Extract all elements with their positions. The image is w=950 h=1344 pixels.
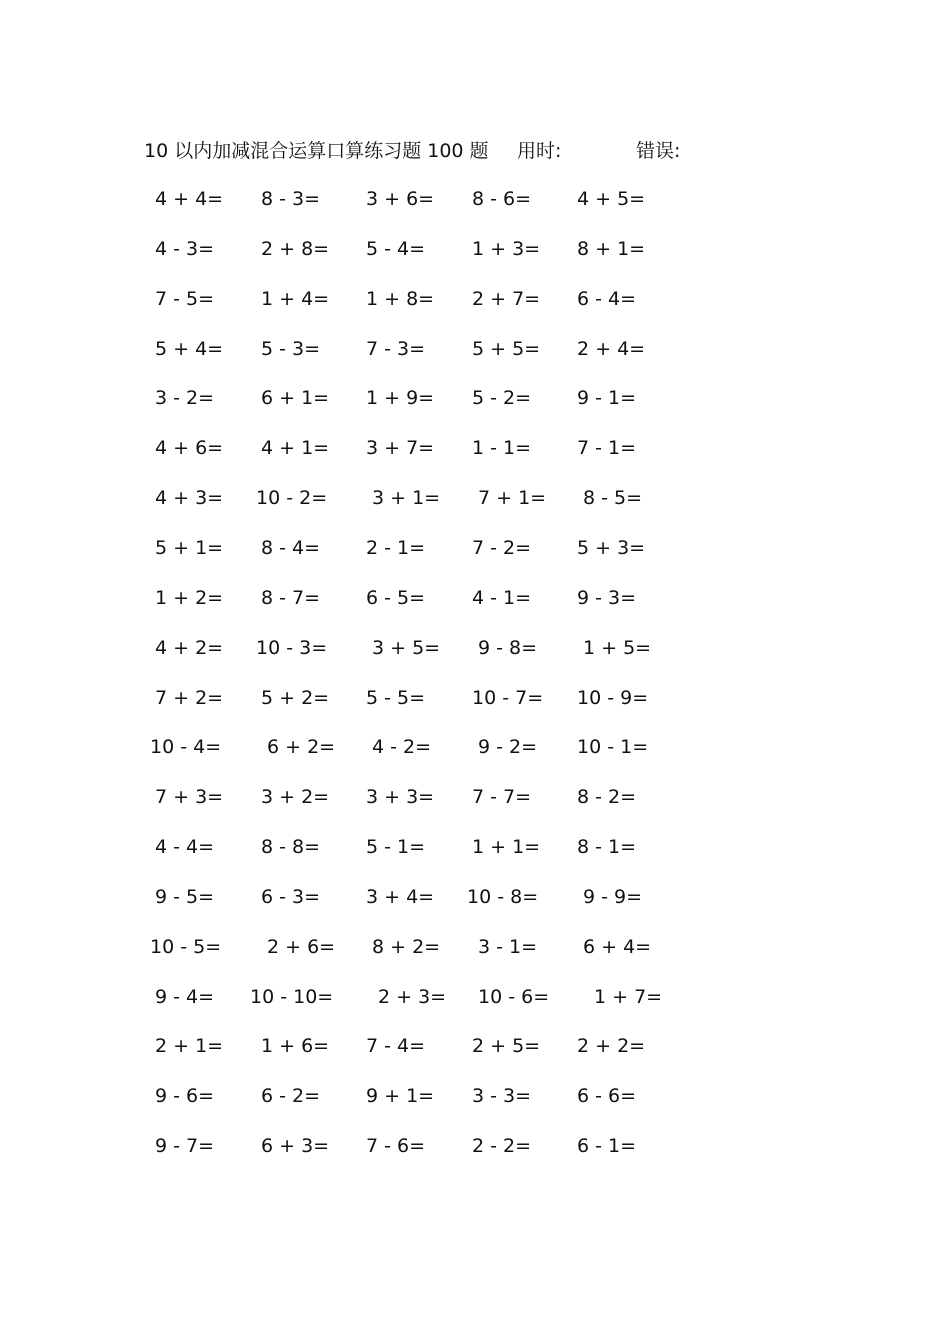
math-problem: 5 + 1=: [155, 537, 224, 559]
math-problem: 5 - 1=: [366, 836, 426, 858]
math-problem: 7 - 6=: [366, 1135, 426, 1157]
math-problem: 5 + 3=: [577, 537, 646, 559]
math-problem: 10 - 10=: [250, 986, 334, 1008]
math-problem: 5 - 3=: [261, 338, 321, 360]
math-problem: 9 - 5=: [155, 886, 215, 908]
math-problem: 2 - 1=: [366, 537, 426, 559]
math-problem: 3 - 3=: [472, 1085, 532, 1107]
math-problem: 5 + 2=: [261, 687, 330, 709]
math-problem: 1 + 9=: [366, 387, 435, 409]
math-problem: 3 + 3=: [366, 786, 435, 808]
math-problem: 10 - 2=: [256, 487, 328, 509]
math-problem: 5 - 2=: [472, 387, 532, 409]
math-problem: 2 + 2=: [577, 1035, 646, 1057]
math-problem: 10 - 3=: [256, 637, 328, 659]
math-problem: 7 - 2=: [472, 537, 532, 559]
math-problem: 6 - 5=: [366, 587, 426, 609]
math-problem: 3 + 6=: [366, 188, 435, 210]
math-problem: 4 + 6=: [155, 437, 224, 459]
math-problem: 1 + 3=: [472, 238, 541, 260]
math-problem: 7 - 1=: [577, 437, 637, 459]
math-problem: 6 + 3=: [261, 1135, 330, 1157]
math-problem: 8 + 1=: [577, 238, 646, 260]
math-problem: 4 + 1=: [261, 437, 330, 459]
math-problem: 2 + 3=: [378, 986, 447, 1008]
math-problem: 5 - 4=: [366, 238, 426, 260]
math-problem: 8 - 2=: [577, 786, 637, 808]
math-problem: 8 - 1=: [577, 836, 637, 858]
math-problem: 5 + 5=: [472, 338, 541, 360]
math-problem: 6 - 2=: [261, 1085, 321, 1107]
math-problem: 3 + 2=: [261, 786, 330, 808]
math-problem: 2 + 8=: [261, 238, 330, 260]
math-problem: 3 - 2=: [155, 387, 215, 409]
math-problem: 10 - 5=: [150, 936, 222, 958]
math-problem: 1 + 6=: [261, 1035, 330, 1057]
math-problem: 8 + 2=: [372, 936, 441, 958]
math-problem: 5 + 4=: [155, 338, 224, 360]
math-problem: 4 - 3=: [155, 238, 215, 260]
math-problem: 4 + 3=: [155, 487, 224, 509]
math-problem: 9 - 7=: [155, 1135, 215, 1157]
math-problem: 1 + 8=: [366, 288, 435, 310]
math-problem: 8 - 8=: [261, 836, 321, 858]
math-problem: 10 - 6=: [478, 986, 550, 1008]
math-problem: 7 + 2=: [155, 687, 224, 709]
error-label: 错误:: [636, 140, 681, 162]
math-problem: 2 - 2=: [472, 1135, 532, 1157]
math-problem: 4 + 2=: [155, 637, 224, 659]
math-problem: 7 - 7=: [472, 786, 532, 808]
math-problem: 9 - 2=: [478, 736, 538, 758]
math-problem: 2 + 6=: [267, 936, 336, 958]
math-problem: 7 - 3=: [366, 338, 426, 360]
math-problem: 2 + 7=: [472, 288, 541, 310]
math-problem: 5 - 5=: [366, 687, 426, 709]
math-problem: 7 - 5=: [155, 288, 215, 310]
math-problem: 8 - 3=: [261, 188, 321, 210]
math-problem: 3 + 5=: [372, 637, 441, 659]
math-problem: 10 - 4=: [150, 736, 222, 758]
math-problem: 8 - 4=: [261, 537, 321, 559]
math-problem: 6 - 4=: [577, 288, 637, 310]
time-label: 用时:: [517, 140, 562, 162]
worksheet-title: 10 以内加减混合运算口算练习题 100 题: [144, 140, 489, 162]
math-problem: 10 - 9=: [577, 687, 649, 709]
math-problem: 9 - 4=: [155, 986, 215, 1008]
math-problem: 4 + 4=: [155, 188, 224, 210]
math-problem: 6 + 4=: [583, 936, 652, 958]
math-problem: 6 - 3=: [261, 886, 321, 908]
math-problem: 9 - 3=: [577, 587, 637, 609]
math-problem: 1 - 1=: [472, 437, 532, 459]
math-problem: 1 + 7=: [594, 986, 663, 1008]
math-problem: 8 - 6=: [472, 188, 532, 210]
math-problem: 4 - 2=: [372, 736, 432, 758]
math-problem: 1 + 2=: [155, 587, 224, 609]
worksheet-header: [144, 136, 744, 166]
math-problem: 6 + 1=: [261, 387, 330, 409]
math-problem: 10 - 8=: [467, 886, 539, 908]
math-problem: 4 + 5=: [577, 188, 646, 210]
math-problem: 8 - 5=: [583, 487, 643, 509]
math-problem: 2 + 5=: [472, 1035, 541, 1057]
math-problem: 3 + 1=: [372, 487, 441, 509]
math-problem: 9 - 1=: [577, 387, 637, 409]
math-problem: 6 + 2=: [267, 736, 336, 758]
math-problem: 7 + 1=: [478, 487, 547, 509]
math-problem: 7 - 4=: [366, 1035, 426, 1057]
math-problem: 2 + 4=: [577, 338, 646, 360]
math-problem: 9 + 1=: [366, 1085, 435, 1107]
math-problem: 6 - 6=: [577, 1085, 637, 1107]
math-problem: 1 + 4=: [261, 288, 330, 310]
math-problem: 8 - 7=: [261, 587, 321, 609]
math-problem: 4 - 1=: [472, 587, 532, 609]
math-problem: 2 + 1=: [155, 1035, 224, 1057]
math-problem: 10 - 1=: [577, 736, 649, 758]
math-problem: 9 - 6=: [155, 1085, 215, 1107]
math-problem: 9 - 8=: [478, 637, 538, 659]
math-problem: 1 + 1=: [472, 836, 541, 858]
math-problem: 6 - 1=: [577, 1135, 637, 1157]
math-problem: 10 - 7=: [472, 687, 544, 709]
math-problem: 7 + 3=: [155, 786, 224, 808]
math-problem: 9 - 9=: [583, 886, 643, 908]
math-problem: 4 - 4=: [155, 836, 215, 858]
math-problem: 3 + 4=: [366, 886, 435, 908]
math-problem: 3 - 1=: [478, 936, 538, 958]
math-problem: 1 + 5=: [583, 637, 652, 659]
math-problem: 3 + 7=: [366, 437, 435, 459]
